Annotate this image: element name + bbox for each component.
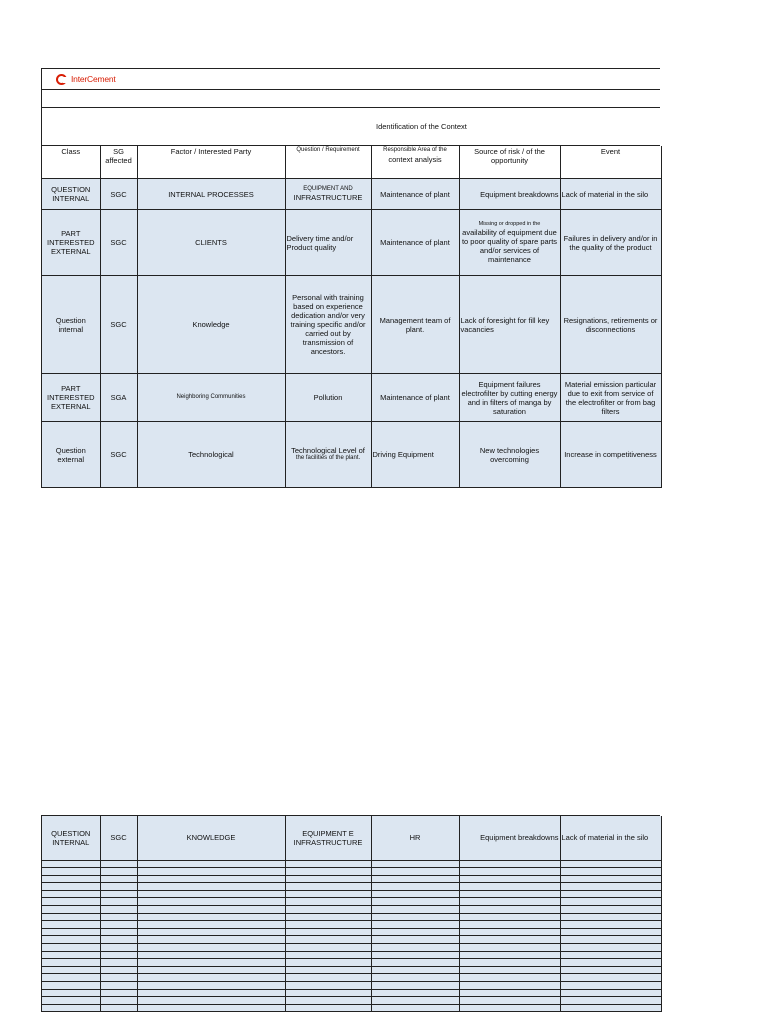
blank-cell <box>137 951 285 959</box>
blank-row <box>42 936 661 944</box>
blank-cell <box>560 921 661 929</box>
cell-class: PART INTERESTED EXTERNAL <box>42 210 100 276</box>
blank-cell <box>285 883 371 891</box>
cell-area: HR <box>371 816 459 860</box>
blank-cell <box>42 951 100 959</box>
blank-cell <box>285 951 371 959</box>
blank-cell <box>459 860 560 868</box>
header-row <box>42 146 661 179</box>
blank-cell <box>459 921 560 929</box>
header-source: Source of risk / of the opportunity <box>459 146 560 179</box>
cell-source <box>459 210 560 276</box>
blank-cell <box>42 974 100 982</box>
blank-cell <box>137 928 285 936</box>
blank-cell <box>371 951 459 959</box>
blank-cell <box>100 860 137 868</box>
blank-cell <box>137 936 285 944</box>
blank-cell <box>560 997 661 1005</box>
blank-row <box>42 868 661 876</box>
blank-cell <box>137 913 285 921</box>
blank-cell <box>42 875 100 883</box>
intercement-logo-icon <box>56 74 67 85</box>
cell-factor: Neighboring Communities <box>137 374 285 422</box>
blank-cell <box>459 898 560 906</box>
cell-source-line2: availability of equipment due to poor quality of spare parts and/or services of maintenance <box>461 228 558 264</box>
header-question: Question / Requirement <box>285 146 371 179</box>
blank-cell <box>285 890 371 898</box>
blank-cell <box>371 982 459 990</box>
blank-cell <box>371 921 459 929</box>
cell-event: Lack of material in the silo <box>560 816 661 860</box>
blank-cell <box>285 860 371 868</box>
blank-cell <box>100 906 137 914</box>
cell-factor: INTERNAL PROCESSES <box>137 179 285 210</box>
blank-cell <box>560 1004 661 1012</box>
blank-cell <box>100 921 137 929</box>
table-row <box>42 210 661 276</box>
blank-cell <box>285 906 371 914</box>
blank-cell <box>560 875 661 883</box>
blank-row <box>42 921 661 929</box>
blank-row <box>42 883 661 891</box>
cell-event: Resignations, retirements or disconnections <box>560 276 661 374</box>
cell-sg: SGC <box>100 422 137 488</box>
cell-factor: Technological <box>137 422 285 488</box>
blank-row <box>42 997 661 1005</box>
blank-cell <box>100 928 137 936</box>
blank-cell <box>560 913 661 921</box>
blank-cell <box>459 906 560 914</box>
cell-source-line1: Missing or dropped in the <box>478 221 541 227</box>
blank-cell <box>560 860 661 868</box>
blank-cell <box>100 868 137 876</box>
blank-cell <box>371 1004 459 1012</box>
blank-cell <box>100 974 137 982</box>
blank-cell <box>137 883 285 891</box>
blank-row <box>42 982 661 990</box>
cell-event: Lack of material in the silo <box>560 179 661 210</box>
cell-factor: KNOWLEDGE <box>137 816 285 860</box>
cell-question: EQUIPMENT E INFRASTRUCTURE <box>285 816 371 860</box>
blank-cell <box>285 1004 371 1012</box>
blank-row <box>42 966 661 974</box>
blank-cell <box>371 860 459 868</box>
blank-cell <box>560 928 661 936</box>
blank-cell <box>42 936 100 944</box>
blank-cell <box>560 906 661 914</box>
blank-cell <box>371 875 459 883</box>
blank-cell <box>459 936 560 944</box>
header-area-line1: Responsible Area of the <box>383 147 447 153</box>
blank-cell <box>285 921 371 929</box>
cell-question-line2: the facilities of the plant. <box>295 455 361 462</box>
cell-question: Pollution <box>285 374 371 422</box>
blank-cell <box>137 860 285 868</box>
second-table <box>42 816 662 1012</box>
blank-cell <box>459 974 560 982</box>
blank-cell <box>285 928 371 936</box>
cell-source: Equipment breakdowns <box>459 179 560 210</box>
blank-row <box>42 890 661 898</box>
blank-cell <box>371 974 459 982</box>
logo-row <box>42 69 660 90</box>
blank-cell <box>42 913 100 921</box>
blank-cell <box>42 944 100 952</box>
table-row <box>42 374 661 422</box>
blank-cell <box>371 913 459 921</box>
cell-sg: SGC <box>100 179 137 210</box>
blank-cell <box>371 868 459 876</box>
cell-sg: SGC <box>100 276 137 374</box>
blank-cell <box>137 898 285 906</box>
blank-row <box>42 974 661 982</box>
cell-factor: CLIENTS <box>137 210 285 276</box>
header-event: Event <box>560 146 661 179</box>
blank-cell <box>285 997 371 1005</box>
blank-row <box>42 1004 661 1012</box>
blank-cell <box>137 944 285 952</box>
cell-source: New technologies overcoming <box>459 422 560 488</box>
blank-row <box>42 959 661 967</box>
blank-cell <box>100 898 137 906</box>
blank-cell <box>560 966 661 974</box>
blank-cell <box>459 890 560 898</box>
blank-cell <box>100 982 137 990</box>
blank-cell <box>371 959 459 967</box>
cell-area: Management team of plant. <box>371 276 459 374</box>
blank-cell <box>459 883 560 891</box>
blank-cell <box>100 890 137 898</box>
blank-cell <box>560 898 661 906</box>
cell-source: Equipment failures electrofilter by cutting energy and in filters of manga by saturation <box>459 374 560 422</box>
blank-cell <box>371 898 459 906</box>
blank-cell <box>100 936 137 944</box>
cell-question <box>285 422 371 488</box>
blank-cell <box>560 982 661 990</box>
blank-cell <box>560 974 661 982</box>
blank-row <box>42 951 661 959</box>
blank-cell <box>137 974 285 982</box>
cell-source: Lack of foresight for fill key vacancies <box>459 276 560 374</box>
blank-cell <box>42 890 100 898</box>
blank-cell <box>137 906 285 914</box>
blank-cell <box>100 883 137 891</box>
blank-cell <box>100 959 137 967</box>
cell-question: Delivery time and/or Product quality <box>285 210 371 276</box>
cell-area: Maintenance of plant <box>371 210 459 276</box>
blank-cell <box>137 868 285 876</box>
blank-cell <box>371 890 459 898</box>
blank-cell <box>371 966 459 974</box>
blank-cell <box>42 906 100 914</box>
blank-cell <box>100 951 137 959</box>
table-row <box>42 179 661 210</box>
blank-cell <box>137 982 285 990</box>
cell-class: QUESTION INTERNAL <box>42 179 100 210</box>
blank-cell <box>459 959 560 967</box>
cell-class: Question external <box>42 422 100 488</box>
logo-text: InterCement <box>71 74 116 84</box>
blank-cell <box>285 868 371 876</box>
cell-sg: SGA <box>100 374 137 422</box>
blank-cell <box>285 936 371 944</box>
blank-cell <box>459 966 560 974</box>
blank-cell <box>42 989 100 997</box>
second-sheet-frame <box>41 815 660 1012</box>
cell-question <box>285 179 371 210</box>
table-row <box>42 276 661 374</box>
cell-question: Personal with training based on experience dedication and/or very training specific and/or carried out by transmission of ancestors. <box>285 276 371 374</box>
blank-cell <box>100 1004 137 1012</box>
blank-cell <box>100 944 137 952</box>
blank-cell <box>560 951 661 959</box>
blank-cell <box>137 921 285 929</box>
blank-cell <box>42 966 100 974</box>
blank-row <box>42 898 661 906</box>
sheet-frame <box>41 68 660 488</box>
blank-cell <box>371 944 459 952</box>
blank-cell <box>137 989 285 997</box>
blank-row <box>42 928 661 936</box>
blank-cell <box>100 966 137 974</box>
cell-area: Maintenance of plant <box>371 179 459 210</box>
blank-cell <box>560 936 661 944</box>
blank-cell <box>560 890 661 898</box>
blank-cell <box>285 982 371 990</box>
context-sheet <box>41 68 660 488</box>
blank-cell <box>285 898 371 906</box>
cell-area: Maintenance of plant <box>371 374 459 422</box>
cell-question-line2: INFRASTRUCTURE <box>293 193 363 203</box>
table-title: Identification of the Context <box>376 122 467 131</box>
blank-cell <box>459 982 560 990</box>
blank-cell <box>100 997 137 1005</box>
cell-event: Failures in delivery and/or in the quality of the product <box>560 210 661 276</box>
blank-cell <box>371 997 459 1005</box>
blank-cell <box>459 997 560 1005</box>
blank-cell <box>100 989 137 997</box>
blank-cell <box>371 906 459 914</box>
blank-cell <box>459 868 560 876</box>
blank-cell <box>137 890 285 898</box>
cell-source: Equipment breakdowns <box>459 816 560 860</box>
blank-cell <box>42 959 100 967</box>
blank-cell <box>560 989 661 997</box>
header-area <box>371 146 459 179</box>
blank-cell <box>459 913 560 921</box>
blank-cell <box>459 1004 560 1012</box>
blank-cell <box>459 951 560 959</box>
blank-cell <box>459 989 560 997</box>
cell-class: PART INTERESTED EXTERNAL <box>42 374 100 422</box>
table-row <box>42 422 661 488</box>
blank-cell <box>371 883 459 891</box>
blank-cell <box>560 883 661 891</box>
blank-row <box>42 90 660 108</box>
blank-cell <box>42 898 100 906</box>
blank-row <box>42 944 661 952</box>
blank-cell <box>100 875 137 883</box>
blank-cell <box>560 868 661 876</box>
blank-cell <box>42 860 100 868</box>
blank-cell <box>137 966 285 974</box>
cell-event: Material emission particular due to exit from service of the electrofilter or from bag filters <box>560 374 661 422</box>
blank-row <box>42 860 661 868</box>
blank-cell <box>371 989 459 997</box>
blank-cell <box>285 989 371 997</box>
blank-cell <box>137 997 285 1005</box>
blank-cell <box>285 959 371 967</box>
blank-cell <box>459 928 560 936</box>
blank-cell <box>42 982 100 990</box>
blank-cell <box>459 944 560 952</box>
cell-event: Increase in competitiveness <box>560 422 661 488</box>
blank-row <box>42 906 661 914</box>
blank-cell <box>42 997 100 1005</box>
blank-cell <box>285 944 371 952</box>
blank-cell <box>459 875 560 883</box>
blank-row <box>42 875 661 883</box>
header-factor: Factor / Interested Party <box>137 146 285 179</box>
blank-cell <box>560 944 661 952</box>
blank-cell <box>285 913 371 921</box>
blank-cell <box>285 974 371 982</box>
header-area-line2: context analysis <box>388 154 442 164</box>
blank-cell <box>42 883 100 891</box>
blank-cell <box>371 928 459 936</box>
blank-cell <box>285 875 371 883</box>
table-row <box>42 816 661 860</box>
cell-sg: SGC <box>100 210 137 276</box>
cell-question-line1: Technological Level of <box>291 446 365 456</box>
blank-cell <box>100 913 137 921</box>
cell-factor: Knowledge <box>137 276 285 374</box>
blank-cell <box>42 868 100 876</box>
title-row <box>42 108 660 146</box>
blank-cell <box>371 936 459 944</box>
cell-question-line1: EQUIPMENT AND <box>303 185 353 192</box>
cell-area: Driving Equipment <box>371 422 459 488</box>
blank-cell <box>137 1004 285 1012</box>
header-class: Class <box>42 146 100 179</box>
cell-class: QUESTION INTERNAL <box>42 816 100 860</box>
blank-cell <box>42 928 100 936</box>
blank-cell <box>137 875 285 883</box>
blank-cell <box>137 959 285 967</box>
blank-cell <box>560 959 661 967</box>
context-table <box>42 146 662 488</box>
cell-sg: SGC <box>100 816 137 860</box>
blank-cell <box>285 966 371 974</box>
header-sg: SG affected <box>100 146 137 179</box>
blank-cell <box>42 1004 100 1012</box>
second-sheet <box>41 815 660 1012</box>
blank-row <box>42 913 661 921</box>
blank-cell <box>42 921 100 929</box>
cell-class: Question internal <box>42 276 100 374</box>
blank-row <box>42 989 661 997</box>
